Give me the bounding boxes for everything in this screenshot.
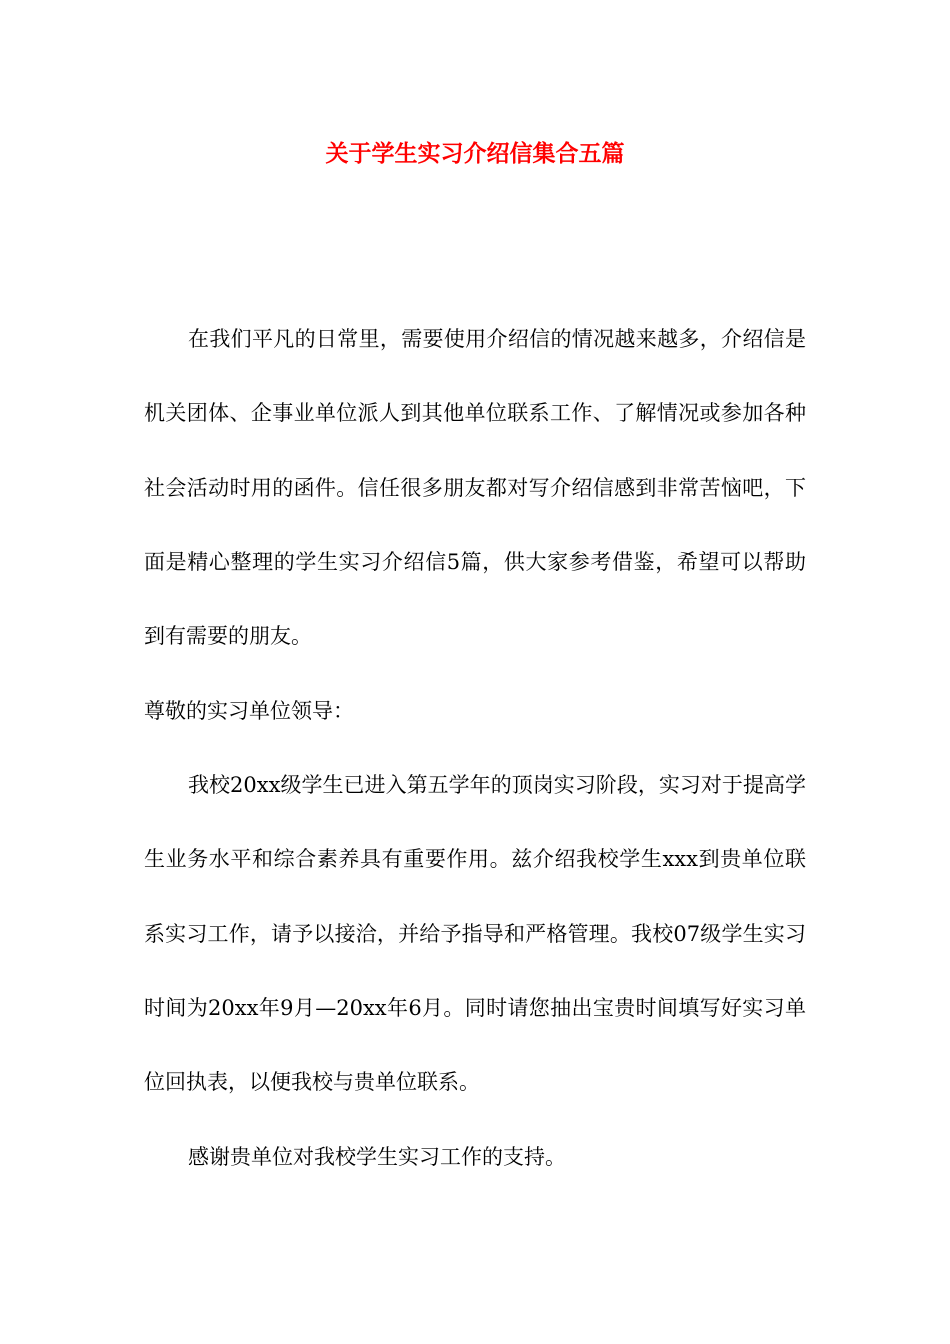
document-title: 关于学生实习介绍信集合五篇 [325, 140, 625, 167]
thanks-paragraph: 感谢贵单位对我校学生实习工作的支持。 [188, 1145, 566, 1169]
intro-paragraph: 在我们平凡的日常里，需要使用介绍信的情况越来越多，介绍信是机关团体、企事业单位派人到其他单位联系工作、了解情况或参加各种社会活动时用的函件。信任很多朋友都对写介绍信感到非常苦恼吧，下面是精心整理的学生实习介绍信5篇，供大家参考借鉴，希望可以帮助到有需要的朋友。 [144, 327, 806, 649]
greeting-line: 尊敬的实习单位领导： [144, 699, 354, 723]
letter-body-paragraph: 我校20xx级学生已进入第五学年的顶岗实习阶段，实习对于提高学生业务水平和综合素养具有重要作用。兹介绍我校学生xxx到贵单位联系实习工作，请予以接洽，并给予指导和严格管理。我校07级学生实习时间为20xx年9月—20xx年6月。同时请您抽出宝贵时间填写好实习单位回执表，以便我校与贵单位联系。 [144, 773, 806, 1095]
